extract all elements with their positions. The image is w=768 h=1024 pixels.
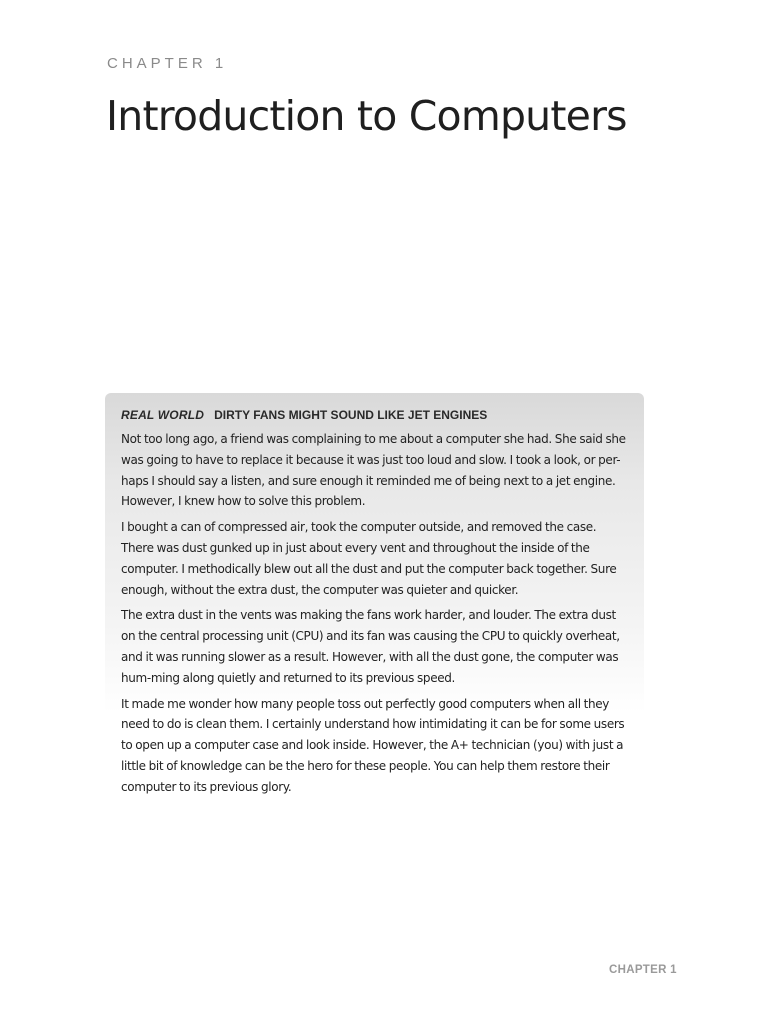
chapter-title: Introduction to Computers <box>106 92 627 140</box>
sidebar-paragraph: It made me wonder how many people toss out perfectly good computers when all they need to do is clean them. I certainly understand how intimidating it can be for some users to open up a computer case and look inside. However, the A+ technician (you) with just a little bit of knowledge can be the hero for these people. You can help them restore their computer to its previous glory. <box>121 696 625 794</box>
sidebar-title: DIRTY FANS MIGHT SOUND LIKE JET ENGINES <box>214 408 488 422</box>
chapter-label: CHAPTER 1 <box>107 55 228 72</box>
sidebar-paragraph: I bought a can of compressed air, took the computer outside, and removed the case. There was dust gunked up in just about every vent and throughout the inside of the computer. I methodically blew out all the dust and put the computer back together. Sure enough, without the extra dust, the computer was quieter and quicker. <box>121 520 617 597</box>
sidebar-paragraph: The extra dust in the vents was making the fans work harder, and louder. The extra dust on the central processing unit (CPU) and its fan was causing the CPU to quickly overheat, and it was running slower as a result. However, with all the dust gone, the computer was hum-ming along quietly and returned to its previous speed. <box>121 608 620 685</box>
running-footer: CHAPTER 1 <box>609 964 677 976</box>
real-world-sidebar <box>105 393 644 813</box>
sidebar-heading <box>121 408 628 422</box>
sidebar-label: REAL WORLD <box>121 408 205 422</box>
sidebar-paragraph: Not too long ago, a friend was complaining to me about a computer she had. She said she was going to have to replace it because it was just too loud and slow. I took a look, or per-haps I should say a listen, and sure enough it reminded me of being next to a jet engine. However, I knew how to solve this problem. <box>121 432 626 509</box>
